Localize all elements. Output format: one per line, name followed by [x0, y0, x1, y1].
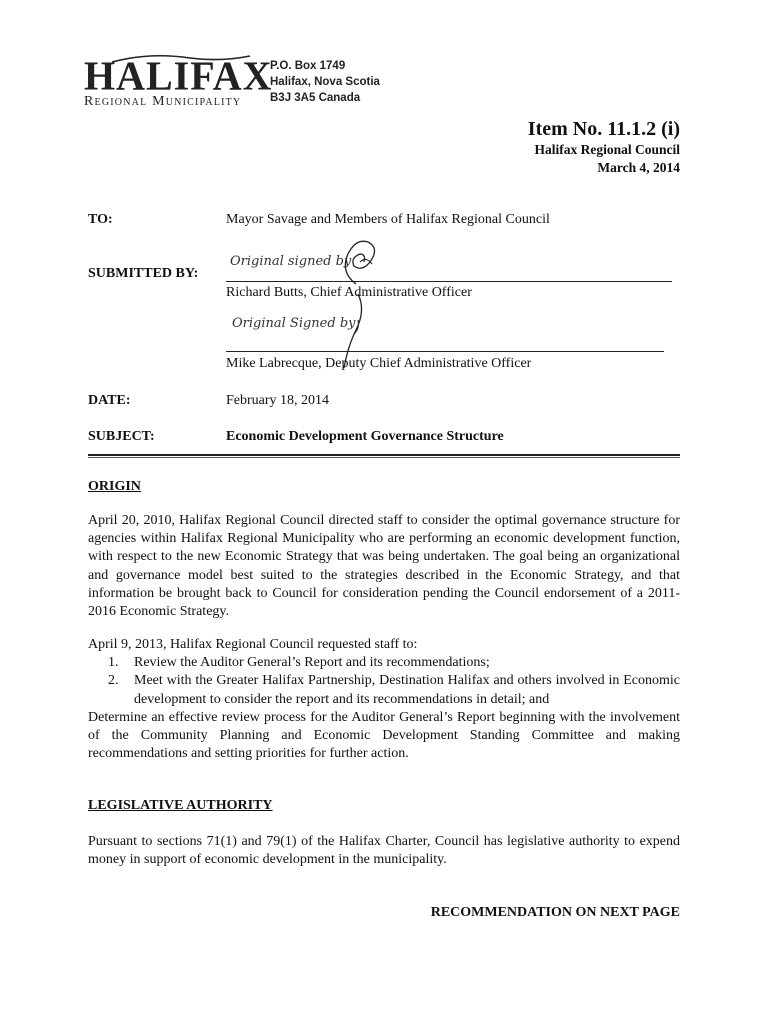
signature-note-2: Original Signed by: [232, 316, 356, 331]
signer-1-name: Richard Butts, Chief Administrative Officer: [226, 285, 472, 300]
section-divider: [88, 454, 680, 458]
date-value: February 18, 2014: [226, 393, 330, 408]
item-number: Item No. 11.1.2 (i): [527, 118, 680, 140]
legislative-paragraph: Pursuant to sections 71(1) and 79(1) of the Halifax Charter, Council has legislative authority to expend money in support of economic development in the municipality.: [88, 834, 680, 868]
subject-label: SUBJECT:: [88, 429, 155, 444]
list-item: 1. Review the Auditor General’s Report and its recommendations;: [122, 654, 680, 672]
address-line-1: P.O. Box 1749: [270, 60, 346, 72]
date-label: DATE:: [88, 393, 131, 408]
to-label: TO:: [88, 212, 113, 227]
submitted-by-label: SUBMITTED BY:: [88, 266, 199, 281]
signature-note-1: Original signed by: [230, 254, 352, 269]
origin-paragraph-2-end: Determine an effective review process for the Auditor General’s Report beginning with the involvement of the Community Planning and Economic Development Standing Committee and making recommendations and setting priorities for further action.: [88, 709, 680, 762]
logo-wordmark: HALIFAX: [84, 52, 273, 99]
signature-line-2: [226, 351, 664, 352]
origin-paragraph-2: [88, 636, 680, 763]
logo-subtitle: Regional Municipality: [84, 94, 242, 109]
origin-heading: ORIGIN: [88, 479, 141, 494]
address-line-3: B3J 3A5 Canada: [270, 92, 361, 104]
list-item: 2. Meet with the Greater Halifax Partnership, Destination Halifax and others involved in Economic development to consider the report and its recommendations in detail; and: [122, 672, 680, 708]
signature-line-1: [226, 281, 672, 282]
meeting-date: March 4, 2014: [597, 160, 680, 175]
signature-1-icon: [326, 232, 386, 288]
legislative-heading: LEGISLATIVE AUTHORITY: [88, 798, 273, 813]
signer-2-name: Mike Labrecque, Deputy Chief Administrative Officer: [226, 356, 532, 371]
origin-paragraph-2-intro: April 9, 2013, Halifax Regional Council requested staff to:: [88, 637, 418, 652]
council-name: Halifax Regional Council: [534, 142, 680, 157]
subject-value: Economic Development Governance Structure: [226, 429, 504, 444]
origin-paragraph-1: April 20, 2010, Halifax Regional Council directed staff to consider the optimal governance structure for agencies within Halifax Regional Municipality who are performing an economic development function, with respect to the new Economic Strategy that was being undertaken. The goal being an organizational and governance model best suited to the strategies described in the Economic Strategy, and that information be brought back to Council for consideration pending the Council endorsement of a 2011-2016 Economic Strategy.: [88, 513, 680, 620]
address-line-2: Halifax, Nova Scotia: [270, 76, 380, 88]
to-value: Mayor Savage and Members of Halifax Regional Council: [226, 212, 550, 227]
origin-request-list: [88, 654, 680, 709]
recommendation-next-page: RECOMMENDATION ON NEXT PAGE: [430, 905, 680, 920]
